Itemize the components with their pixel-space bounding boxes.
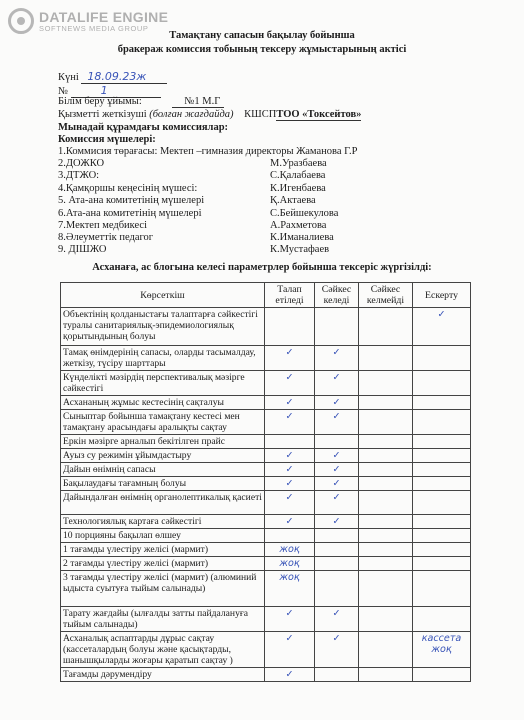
table-row — [61, 491, 471, 515]
number-value: 1 — [71, 84, 161, 98]
table-row — [61, 477, 471, 491]
noncompliant-cell — [359, 477, 413, 491]
indicator-cell: Күнделікті мәзірдің перспективалық мәзірге сәйкестігі — [61, 371, 265, 396]
compliant-cell: ✓ — [315, 491, 359, 515]
indicator-cell: Тамақ өнімдерінің сапасы, оларды тасымалдау, жеткізу, түсіру шарттары — [61, 346, 265, 371]
org-label: Білім беру ұйымы: — [58, 96, 142, 107]
indicator-cell: Тарату жағдайы (ылғалды затты пайдалануға тыйым салынады) — [61, 607, 265, 632]
noncompliant-cell — [359, 607, 413, 632]
noncompliant-cell — [359, 449, 413, 463]
compliant-cell: ✓ — [315, 410, 359, 435]
note-cell — [413, 571, 471, 607]
note-cell — [413, 449, 471, 463]
indicator-cell: Тағамды дәрумендіру — [61, 668, 265, 682]
table-row — [61, 668, 471, 682]
members-heading: Комиссия мүшелері: — [58, 134, 156, 145]
indicator-cell: Еркін мәзірге арналып бекітілген прайс — [61, 435, 265, 449]
date-row — [58, 70, 167, 84]
member-role: 8.Әлеуметтік педагог — [58, 232, 154, 243]
table-row — [61, 463, 471, 477]
required-cell: жоқ — [265, 571, 315, 607]
member-name: С.Қалабаева — [270, 170, 326, 181]
required-cell: ✓ — [265, 477, 315, 491]
required-cell: ✓ — [265, 515, 315, 529]
note-cell — [413, 346, 471, 371]
table-row — [61, 435, 471, 449]
table-row — [61, 308, 471, 346]
table-row — [61, 396, 471, 410]
compliant-cell — [315, 557, 359, 571]
required-cell: жоқ — [265, 543, 315, 557]
table-row — [61, 543, 471, 557]
compliant-cell: ✓ — [315, 477, 359, 491]
indicator-cell: Дайын өнімнің сапасы — [61, 463, 265, 477]
supplier-prefix: КШСП — [244, 109, 277, 120]
org-value: №1 М.Г — [172, 96, 224, 108]
note-cell — [413, 543, 471, 557]
note-cell — [413, 668, 471, 682]
compliant-cell — [315, 308, 359, 346]
org-row — [58, 96, 224, 108]
header-compliant: Сәйкес келеді — [315, 283, 359, 308]
required-cell: ✓ — [265, 668, 315, 682]
table-row — [61, 410, 471, 435]
indicator-cell: 1 тағамды үлестіру желісі (мармит) — [61, 543, 265, 557]
indicator-cell: 10 порцияны бақылап өлшеу — [61, 529, 265, 543]
note-cell — [413, 557, 471, 571]
member-name: К.Мустафаев — [270, 244, 330, 255]
noncompliant-cell — [359, 435, 413, 449]
member-role: 2.ДОЖКО — [58, 158, 105, 169]
noncompliant-cell — [359, 529, 413, 543]
required-cell — [265, 529, 315, 543]
required-cell: ✓ — [265, 632, 315, 668]
note-cell: ✓ — [413, 308, 471, 346]
noncompliant-cell — [359, 571, 413, 607]
member-role: 9. ДІШЖО — [58, 244, 107, 255]
required-cell: ✓ — [265, 463, 315, 477]
required-cell: ✓ — [265, 449, 315, 463]
supplier-row — [58, 109, 361, 121]
member-role: 4.Қамқоршы кеңесінің мүшесі: — [58, 183, 198, 194]
compliant-cell: ✓ — [315, 449, 359, 463]
date-value: 18.09.23ж — [81, 70, 167, 84]
table-row — [61, 515, 471, 529]
noncompliant-cell — [359, 543, 413, 557]
noncompliant-cell — [359, 632, 413, 668]
member-role: 7.Мектеп медбикесі — [58, 220, 147, 231]
required-cell: ✓ — [265, 410, 315, 435]
indicator-cell: Асхананың жұмыс кестесінің сақталуы — [61, 396, 265, 410]
required-cell: ✓ — [265, 491, 315, 515]
compliant-cell: ✓ — [315, 632, 359, 668]
note-cell — [413, 410, 471, 435]
doc-title-line1: Тамақтану сапасын бақылау бойынша — [169, 30, 355, 41]
table-row — [61, 529, 471, 543]
table-row — [61, 632, 471, 668]
member-role: 3.ДТЖО: — [58, 170, 100, 181]
indicator-cell: Объектінің қолданыстағы талаптарға сәйкестігі туралы санитариялық-эпидемиологиялық қорытындының болуы — [61, 308, 265, 346]
indicator-cell: Технологиялық картаға сәйкестігі — [61, 515, 265, 529]
required-cell: ✓ — [265, 371, 315, 396]
note-cell — [413, 529, 471, 543]
compliant-cell: ✓ — [315, 396, 359, 410]
noncompliant-cell — [359, 515, 413, 529]
header-indicator: Көрсеткіш — [61, 283, 265, 308]
table-row — [61, 449, 471, 463]
note-cell — [413, 491, 471, 515]
noncompliant-cell — [359, 396, 413, 410]
note-cell — [413, 435, 471, 449]
compliant-cell: ✓ — [315, 346, 359, 371]
required-cell: жоқ — [265, 557, 315, 571]
section-title: Асханаға, ас блогына келесі параметрлер бойынша тексеріс жүргізілді: — [92, 262, 432, 273]
commission-heading: Мынадай құрамдағы комиссиялар: — [58, 122, 229, 133]
doc-title-line2: бракераж комиссия тобының тексеру жұмыстарының актісі — [117, 44, 407, 55]
note-cell — [413, 515, 471, 529]
table-row — [61, 371, 471, 396]
noncompliant-cell — [359, 668, 413, 682]
date-label: Күні — [58, 72, 79, 83]
compliant-cell — [315, 571, 359, 607]
table-header-row — [61, 283, 471, 308]
member-role: 5. Ата-ана комитетінің мүшелері — [58, 195, 205, 206]
compliant-cell — [315, 543, 359, 557]
indicator-cell: Асханалық аспаптарды дұрыс сақтау (кассеталардың болуы және қасықтарды, шанышқыларды жоғары қаратып сақтау ) — [61, 632, 265, 668]
noncompliant-cell — [359, 308, 413, 346]
member-name: М.Уразбаева — [270, 158, 327, 169]
noncompliant-cell — [359, 346, 413, 371]
noncompliant-cell — [359, 463, 413, 477]
required-cell — [265, 308, 315, 346]
compliant-cell: ✓ — [315, 371, 359, 396]
watermark-tagline: SOFTNEWS MEDIA GROUP — [39, 23, 149, 33]
compliant-cell: ✓ — [315, 463, 359, 477]
note-cell — [413, 371, 471, 396]
supplier-label: Қызметті жеткізуші — [58, 109, 147, 120]
noncompliant-cell — [359, 371, 413, 396]
note-cell: кассета жоқ — [413, 632, 471, 668]
header-required: Талап етіледі — [265, 283, 315, 308]
indicator-cell: 2 тағамды үлестіру желісі (мармит) — [61, 557, 265, 571]
note-cell — [413, 463, 471, 477]
noncompliant-cell — [359, 557, 413, 571]
indicator-cell: Бақылаудағы тағамның болуы — [61, 477, 265, 491]
table-row — [61, 346, 471, 371]
compliant-cell: ✓ — [315, 607, 359, 632]
member-name: Қ.Актаева — [270, 195, 316, 206]
member-name: К.Иманалиева — [270, 232, 334, 243]
indicator-cell: Дайындалған өнімнің органолептикалық қасиеті — [61, 491, 265, 515]
commission-chair: 1.Коммисия төрағасы: Мектеп –гимназия директоры Жаманова Г.Р — [58, 146, 358, 157]
compliant-cell: ✓ — [315, 515, 359, 529]
indicator-cell: Сыныптар бойынша тамақтану кестесі мен тамақтану арасындағы аралықты сақтау — [61, 410, 265, 435]
member-name: С.Бейшекулова — [270, 208, 339, 219]
header-noncompliant: Сәйкес келмейді — [359, 283, 413, 308]
member-role: 6.Ата-ана комитетінің мүшелері — [58, 208, 202, 219]
required-cell — [265, 435, 315, 449]
member-name: А.Рахметова — [270, 220, 327, 231]
indicator-cell: Ауыз су режимін ұйымдастыру — [61, 449, 265, 463]
note-cell — [413, 477, 471, 491]
header-note: Ескерту — [413, 283, 471, 308]
supplier-value: ТОО «Токсейтов» — [276, 109, 362, 120]
required-cell: ✓ — [265, 396, 315, 410]
supplier-hint: (болған жағдайда) — [149, 109, 234, 120]
table-row — [61, 557, 471, 571]
indicator-cell: 3 тағамды үлестіру желісі (мармит) (алюминий ыдыста суытуға тыйым салынады) — [61, 571, 265, 607]
inspection-table — [60, 282, 471, 682]
required-cell: ✓ — [265, 346, 315, 371]
table-row — [61, 607, 471, 632]
table-row — [61, 571, 471, 607]
compliant-cell — [315, 529, 359, 543]
note-cell — [413, 396, 471, 410]
compliant-cell — [315, 668, 359, 682]
noncompliant-cell — [359, 410, 413, 435]
member-name: К.Игенбаева — [270, 183, 326, 194]
noncompliant-cell — [359, 491, 413, 515]
number-label: № — [58, 86, 69, 97]
compliant-cell — [315, 435, 359, 449]
watermark-brand: DATALIFE ENGINE — [39, 8, 169, 25]
required-cell: ✓ — [265, 607, 315, 632]
note-cell — [413, 607, 471, 632]
